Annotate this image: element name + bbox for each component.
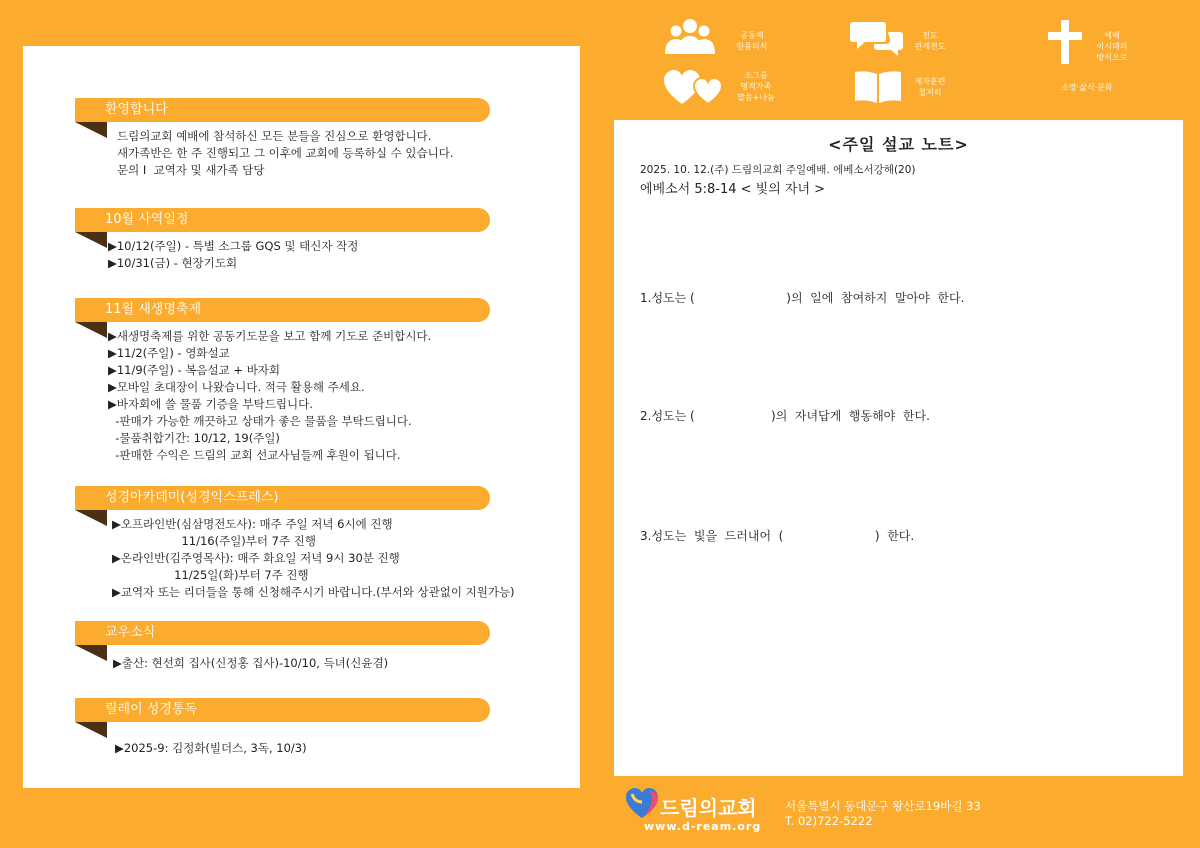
section-line: ▶출산: 현선희 집사(신정홍 집사)-10/10, 득녀(신윤겸) [113, 656, 389, 670]
section-title: 10월 사역일정 [75, 208, 490, 232]
section-line: ▶새생명축제를 위한 공동기도문을 보고 함께 기도로 준비합시다. [108, 329, 432, 343]
book-icon [854, 70, 902, 108]
icon-label: 소그룹 영적가족 말씀+나눔 [737, 71, 775, 102]
cross-icon [1046, 20, 1084, 68]
section-title: 환영합니다 [75, 98, 490, 122]
note-question-1: 1.성도는 ( )의 일에 참여하지 말아야 한다. [640, 291, 965, 305]
section-line: ▶교역자 또는 리더들을 통해 신청해주시기 바랍니다.(부서와 상관없이 지원가능) [112, 585, 515, 599]
section-line: 11/25일(화)부터 7주 진행 [112, 568, 309, 582]
section-member-news [75, 621, 490, 672]
section-fold [75, 322, 107, 338]
icon-label: 공동체 한몸의식 [736, 31, 768, 51]
section-title: 11월 새생명축제 [75, 298, 490, 322]
section-line: ▶10/12(주일) - 특별 소그룹 GQS 및 태신자 작정 [108, 239, 359, 253]
note-question-3: 3.성도는 빛을 드러내어 ( ) 한다. [640, 529, 915, 543]
values-text: 소망·삶식·문화 [1061, 83, 1113, 92]
note-title: <주일 설교 노트> [828, 135, 969, 154]
church-logo-icon [626, 788, 658, 824]
section-line: 드림의교회 예배에 참석하신 모든 분들을 진심으로 환영합니다. [117, 129, 432, 143]
note-subtitle: 2025. 10. 12.(주) 드림의교회 주일예배. 에베소서강해(20) [640, 164, 916, 176]
section-new-life-festival [75, 298, 490, 464]
section-line: ▶2025-9: 김정화(빌더스, 3독, 10/3) [115, 741, 307, 755]
section-line: ▶바자회에 쓸 물품 기증을 부탁드립니다. [108, 397, 313, 411]
note-passage: 에베소서 5:8-14 < 빛의 자녀 > [640, 182, 826, 197]
footer [620, 782, 1180, 842]
section-line: ▶온라인반(김주영목사): 매주 화요일 저녁 9시 30분 진행 [112, 551, 400, 565]
church-phone: T. 02)722-5222 [785, 814, 873, 828]
section-fold [75, 722, 107, 738]
section-line: 새가족반은 한 주 진행되고 그 이후에 교회에 등록하실 수 있습니다. [117, 146, 454, 160]
section-relay-bible-reading [75, 698, 490, 757]
section-fold [75, 122, 107, 138]
icon-label: 제자훈련 철저히 [914, 77, 946, 97]
people-icon [664, 18, 716, 58]
speech-bubbles-icon [850, 18, 904, 62]
icon-label: 전도 관계전도 [914, 31, 946, 51]
sermon-note-panel [614, 120, 1183, 776]
section-fold [75, 645, 107, 661]
hearts-icon [664, 70, 724, 110]
note-question-2: 2.성도는 ( )의 자녀답게 행동해야 한다. [640, 409, 930, 423]
section-title: 성경아카데미(성경익스프레스) [75, 486, 490, 510]
section-line: 11/16(주일)부터 7주 진행 [112, 534, 316, 548]
icon-label: 예배 이시대의 방식으로 [1096, 31, 1128, 62]
section-line: ▶11/2(주일) - 영화설교 [108, 346, 230, 360]
section-line: 문의 I 교역자 및 새가족 담당 [117, 163, 265, 177]
section-title: 교우소식 [75, 621, 490, 645]
section-fold [75, 232, 107, 248]
church-url[interactable]: www.d-ream.org [644, 820, 762, 833]
section-line: ▶모바일 초대장이 나왔습니다. 적극 활용해 주세요. [108, 380, 365, 394]
section-line: ▶10/31(금) - 현장기도회 [108, 256, 238, 270]
section-title: 릴레이 성경통독 [75, 698, 490, 722]
core-values-header [600, 0, 1200, 118]
section-line: -판매한 수익은 드림의 교회 선교사님들께 후원이 됩니다. [108, 448, 401, 462]
church-address: 서울특별시 동대문구 왕산로19바길 33 [785, 799, 981, 813]
section-welcome [75, 98, 490, 179]
church-name: 드림의교회 [660, 796, 757, 820]
section-fold [75, 510, 107, 526]
section-line: -물품취합기간: 10/12, 19(주일) [108, 431, 280, 445]
section-line: ▶11/9(주일) - 복음설교 + 바자회 [108, 363, 281, 377]
section-line: ▶오프라인반(심삼명전도사): 매주 주일 저녁 6시에 진행 [112, 517, 393, 531]
section-line: -판매가 가능한 깨끗하고 상태가 좋은 물품을 부탁드립니다. [108, 414, 412, 428]
section-bible-academy [75, 486, 515, 601]
section-october-schedule [75, 208, 490, 272]
